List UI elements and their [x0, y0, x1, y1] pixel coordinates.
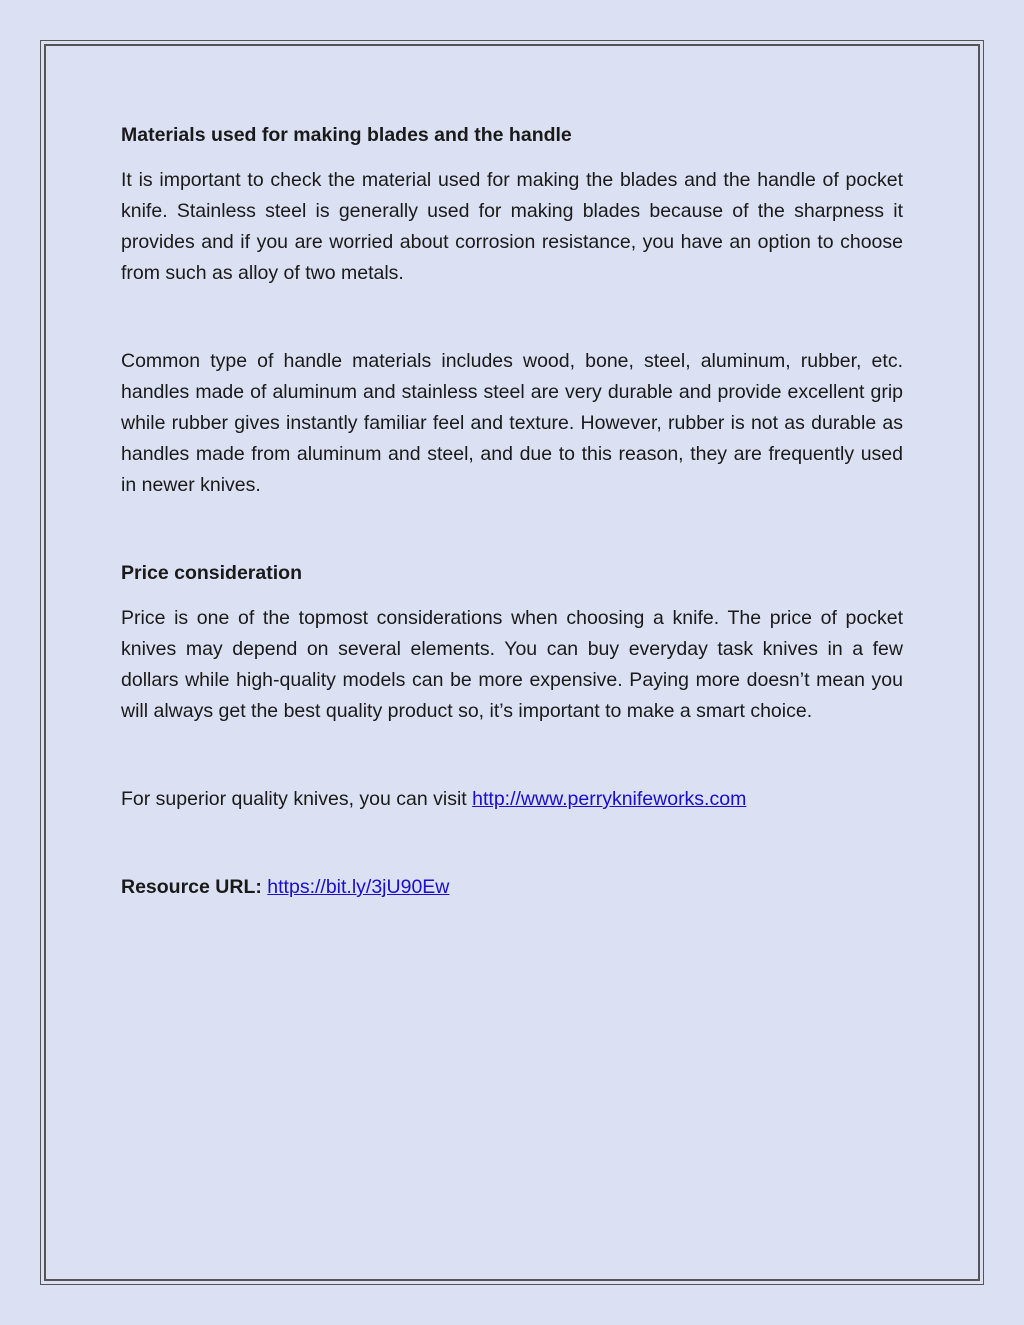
resource-line: [121, 872, 903, 903]
spacer: [121, 289, 903, 346]
spacer: [121, 501, 903, 558]
resource-label: Resource URL:: [121, 876, 262, 898]
perryknifeworks-link[interactable]: http://www.perryknifeworks.com: [472, 788, 747, 810]
spacer: [121, 727, 903, 784]
paragraph-materials: It is important to check the material used for making the blades and the handle of pocket knife. Stainless steel is generally used for making blades because of the sharpness it provides and if you are worried about corrosion resistance, you have an option to choose from such as alloy of two metals.: [121, 169, 903, 284]
paragraph-price: Price is one of the topmost considerations when choosing a knife. The price of pocket knives may depend on several elements. You can buy everyday task knives in a few dollars while high-quality models can be more expensive. Paying more doesn’t mean you will always get the best quality product so, it’s important to make a smart choice.: [121, 607, 903, 722]
visit-line: [121, 784, 903, 815]
spacer: [121, 815, 903, 872]
paragraph-handle-materials: Common type of handle materials includes wood, bone, steel, aluminum, rubber, etc. handles made of aluminum and stainless steel are very durable and provide excellent grip while rubber gives instantly familiar feel and texture. However, rubber is not as durable as handles made from aluminum and steel, and due to this reason, they are frequently used in newer knives.: [121, 350, 903, 496]
visit-text: For superior quality knives, you can visit: [121, 788, 473, 810]
document-body: [121, 120, 903, 903]
section-heading-materials: Materials used for making blades and the handle: [121, 124, 572, 146]
resource-url-link[interactable]: https://bit.ly/3jU90Ew: [267, 876, 450, 898]
section-heading-price: Price consideration: [121, 562, 302, 584]
